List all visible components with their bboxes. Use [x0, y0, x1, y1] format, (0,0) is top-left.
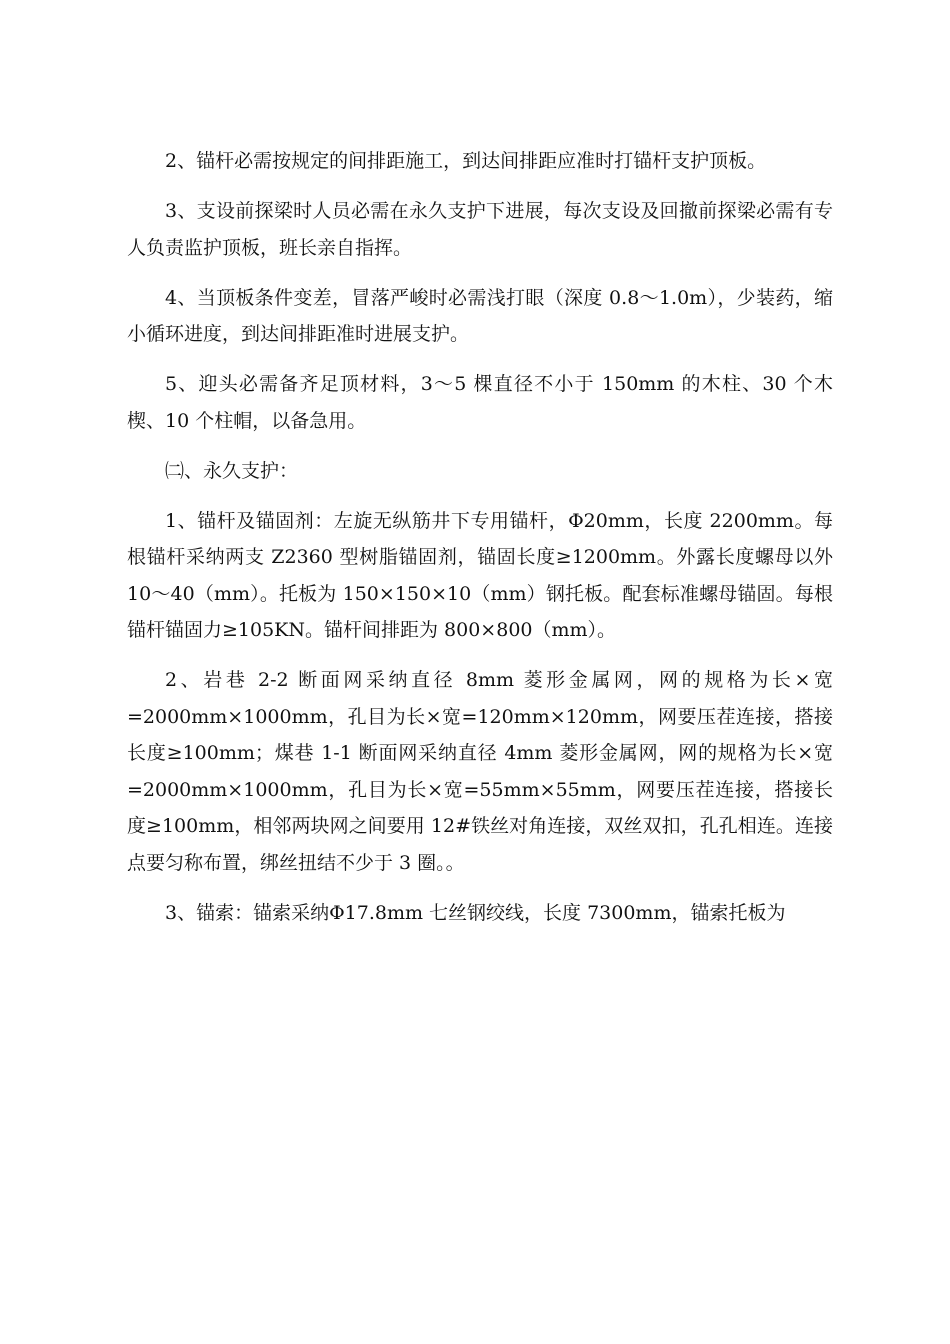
document-body — [127, 143, 833, 945]
paragraph-front-beam: 3、支设前探梁时人员必需在永久支护下进展，每次支设及回撤前探梁必需有专人负责监护顶板，班长亲自指挥。 — [127, 200, 833, 259]
paragraph-anchor-rod: 1、锚杆及锚固剂：左旋无纵筋井下专用锚杆，Φ20mm，长度 2200mm。每根锚杆采纳两支 Z2360 型树脂锚固剂，锚固长度≥1200mm。外露长度螺母以外 10～40（mm）。托板为 150×150×10（mm）钢托板。配套标准螺母锚固。每根锚杆锚固力≥105KN。锚杆间排距为 800×800（mm）。 — [127, 509, 833, 641]
paragraph-roof-condition: 4、当顶板条件变差，冒落严峻时必需浅打眼（深度 0.8～1.0m），少装药，缩小循环进度，到达间排距准时进展支护。 — [127, 286, 833, 345]
paragraph-materials: 5、迎头必需备齐足顶材料，3～5 棵直径不小于 150mm 的木柱、30 个木楔、10 个柱帽，以备急用。 — [127, 373, 833, 432]
paragraph-anchor-cable: 3、锚索：锚索采纳Φ17.8mm 七丝钢绞线，长度 7300mm，锚索托板为 — [165, 901, 786, 924]
paragraph-metal-mesh: 2、岩巷 2-2 断面网采纳直径 8mm 菱形金属网，网的规格为长×宽=2000mm×1000mm，孔目为长×宽=120mm×120mm，网要压茬连接，搭接长度≥100mm；煤巷 1-1 断面网采纳直径 4mm 菱形金属网，网的规格为长×宽=2000mm×1000mm，孔目为长×宽=55mm×55mm，网要压茬连接，搭接长度≥100mm，相邻两块网之间要用 12#铁丝对角连接，双丝双扣，孔孔相连。连接点要匀称布置，绑丝扭结不少于 3 圈。。 — [127, 669, 833, 874]
section-heading-permanent-support: ㈡、永久支护： — [165, 459, 299, 482]
paragraph-anchor-spacing: 2、锚杆必需按规定的间排距施工，到达间排距应准时打锚杆支护顶板。 — [165, 150, 767, 172]
